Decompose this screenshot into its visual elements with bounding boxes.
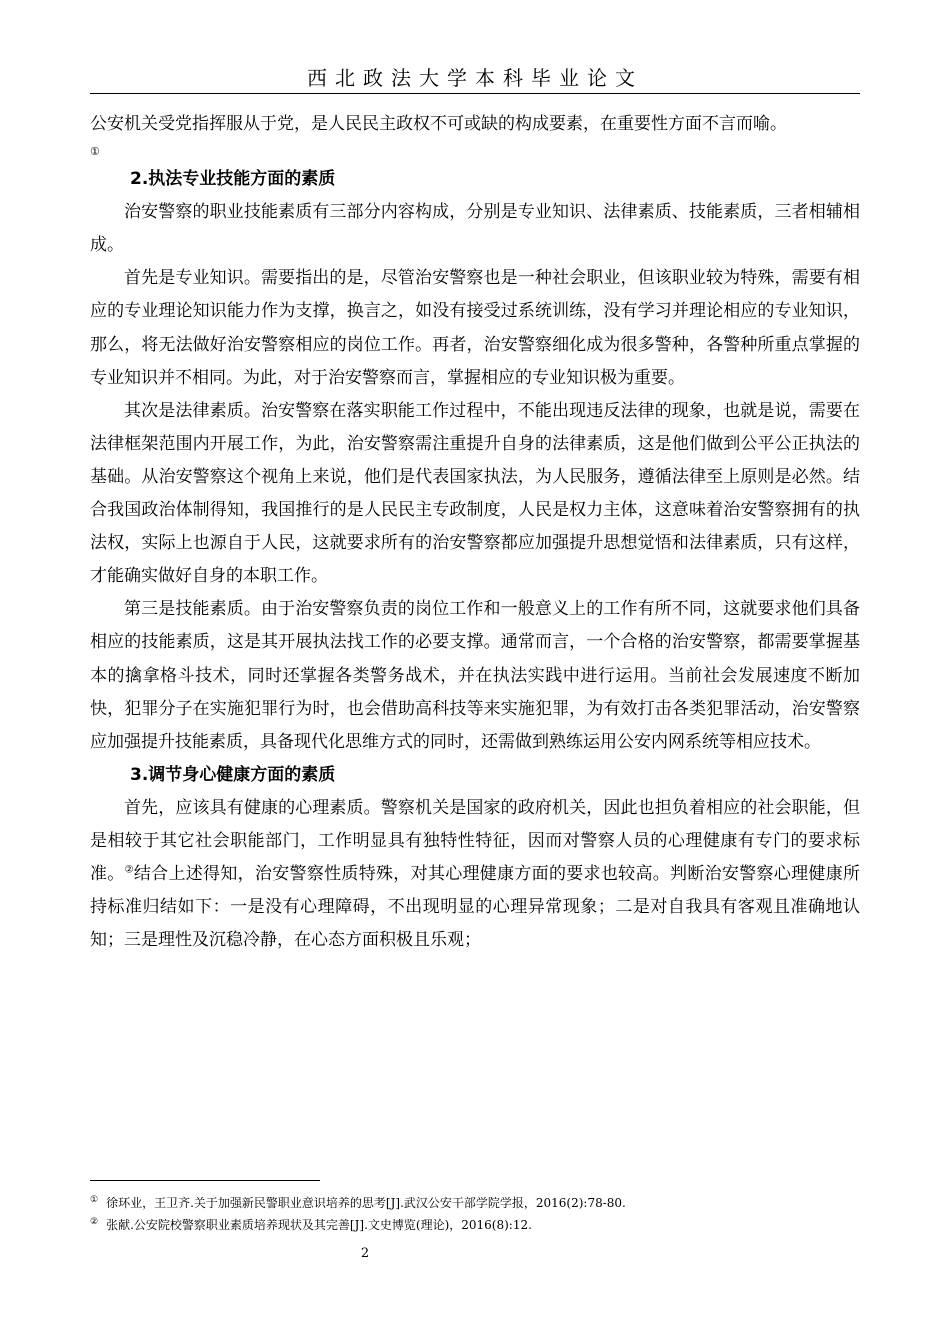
- footnote-reference-1: ①: [90, 145, 100, 159]
- footnote-1: [90, 1191, 860, 1213]
- footnote-2: [90, 1213, 860, 1235]
- paragraph: 治安警察的职业技能素质有三部分内容构成，分别是专业知识、法律素质、技能素质，三者相辅相成。: [90, 202, 860, 256]
- footnotes: [90, 1191, 860, 1235]
- footnote-rule: [90, 1180, 320, 1181]
- paragraph: 公安机关受党指挥服从于党，是人民民主政权不可或缺的构成要素，在重要性方面不言而喻。: [90, 114, 787, 134]
- paragraph: 首先是专业知识。需要指出的是，尽管治安警察也是一种社会职业，但该职业较为特殊，需要有相应的专业理论知识能力作为支撑，换言之，如没有接受过系统训练，没有学习并理论相应的专业知识，那么，将无法做好治安警察相应的岗位工作。再者，治安警察细化成为很多警种，各警种所重点掌握的专业知识并不相同。为此，对于治安警察而言，掌握相应的专业知识极为重要。: [90, 268, 860, 388]
- body-text: [90, 108, 860, 957]
- footnote-mark: ①: [90, 1195, 99, 1205]
- page-number: 2: [360, 1246, 370, 1261]
- paragraph-text: 首先，应该具有健康的心理素质。警察机关是国家的政府机关，因此也担负着相应的社会职能，但是相较于其它社会职能部门，工作明显具有独特性特征，因而对警察人员的心理健康有专门的要求标准。: [90, 797, 860, 885]
- footnote-reference-2: ②: [124, 864, 134, 876]
- footnote-mark: ②: [90, 1217, 99, 1227]
- section-heading-3: 3.调节身心健康方面的素质: [130, 764, 336, 785]
- header-rule: [90, 93, 860, 94]
- paragraph: 其次是法律素质。治安警察在落实职能工作过程中，不能出现违反法律的现象，也就是说，需要在法律框架范围内开展工作，为此，治安警察需注重提升自身的法律素质，这是他们做到公平公正执法的基础。从治安警察这个视角上来说，他们是代表国家执法，为人民服务，遵循法律至上原则是必然。结合我国政治体制得知，我国推行的是人民民主专政制度，人民是权力主体，这意味着治安警察拥有的执法权，实际上也源自于人民，这就要求所有的治安警察都应加强提升思想觉悟和法律素质，只有这样，才能确实做好自身的本职工作。: [90, 400, 860, 587]
- paragraph: [90, 792, 860, 957]
- running-header: 西北政法大学本科毕业论文: [307, 66, 643, 90]
- paragraph-text: 结合上述得知，治安警察性质特殊，对其心理健康方面的要求也较高。判断治安警察心理健康所持标准归结如下：一是没有心理障碍，不出现明显的心理异常现象；二是对自我具有客观且准确地认知；三是理性及沉稳冷静，在心态方面积极且乐观；: [90, 864, 861, 951]
- footnote-text: 张献.公安院校警察职业素质培养现状及其完善[J].文史博览(理论)，2016(8):12.: [106, 1218, 532, 1232]
- paragraph: 第三是技能素质。由于治安警察负责的岗位工作和一般意义上的工作有所不同，这就要求他们具备相应的技能素质，这是其开展执法找工作的必要支撑。通常而言，一个合格的治安警察，都需要掌握基本的擒拿格斗技术，同时还掌握各类警务战术，并在执法实践中进行运用。当前社会发展速度不断加快，犯罪分子在实施犯罪行为时，也会借助高科技等来实施犯罪，为有效打击各类犯罪活动，治安警察应加强提升技能素质，具备现代化思维方式的同时，还需做到熟练运用公安内网系统等相应技术。: [90, 599, 860, 752]
- footnote-text: 徐环业，王卫齐.关于加强新民警职业意识培养的思考[J].武汉公安干部学院学报，2016(2):78-80.: [106, 1196, 626, 1210]
- section-heading-2: 2.执法专业技能方面的素质: [130, 169, 336, 190]
